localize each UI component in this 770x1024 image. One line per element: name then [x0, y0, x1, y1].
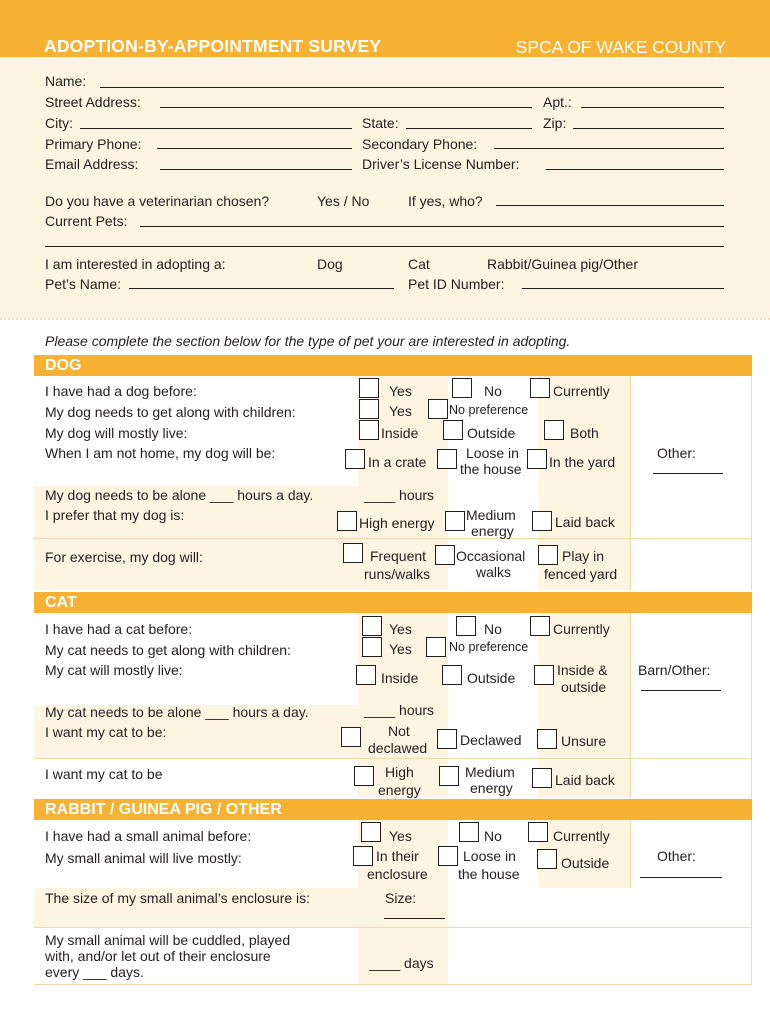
- small-had-no-label: No: [484, 828, 502, 844]
- cat-energy-medium-label-1: Medium: [465, 764, 515, 780]
- dog-exercise-occasional-label-2: walks: [476, 564, 512, 580]
- small-had-no-checkbox[interactable]: [459, 822, 479, 842]
- small-live-outside-label: Outside: [561, 855, 610, 871]
- dog-exercise-play-checkbox[interactable]: [538, 545, 558, 565]
- city-field[interactable]: [80, 128, 352, 129]
- pet-name-field[interactable]: [129, 288, 394, 289]
- small-q-size: The size of my small animal’s enclosure is:: [45, 890, 311, 906]
- dog-children-yes-label: Yes: [389, 403, 412, 419]
- dog-col-divider: [630, 376, 631, 590]
- state-field[interactable]: [406, 128, 532, 129]
- small-col-divider: [630, 820, 631, 888]
- dog-away-other-label: Other:: [657, 445, 696, 461]
- dog-had-yes-label: Yes: [389, 383, 412, 399]
- dog-exercise-occasional-label-1: Occasional: [456, 548, 526, 564]
- name-label: Name:: [45, 73, 87, 89]
- interested-other[interactable]: Rabbit/Guinea pig/Other: [487, 256, 638, 272]
- dog-away-other-field[interactable]: [653, 473, 723, 474]
- cat-want-declawed-label: Declawed: [460, 732, 522, 748]
- current-pets-field-2[interactable]: [45, 246, 724, 247]
- interested-dog[interactable]: Dog: [317, 256, 343, 272]
- cat-col-divider: [630, 613, 631, 798]
- cat-energy-medium-checkbox[interactable]: [439, 766, 459, 786]
- zip-field[interactable]: [573, 128, 724, 129]
- small-q-cuddle-1: My small animal will be cuddled, played: [45, 932, 291, 948]
- dog-had-no-label: No: [484, 383, 502, 399]
- dog-had-no-checkbox[interactable]: [452, 378, 472, 398]
- cat-q-alone: My cat needs to be alone ___ hours a day.: [45, 704, 309, 720]
- license-field[interactable]: [546, 169, 724, 170]
- cat-want-unsure-checkbox[interactable]: [537, 729, 557, 749]
- apt-label: Apt.:: [543, 94, 572, 110]
- cat-energy-medium-label-2: energy: [470, 780, 513, 796]
- contact-section-edge: [0, 316, 770, 320]
- current-pets-field[interactable]: [140, 226, 724, 227]
- dog-children-nopref-label: No preference: [449, 403, 529, 417]
- cat-children-yes-checkbox[interactable]: [362, 637, 382, 657]
- cat-q-children: My cat needs to get along with children:: [45, 642, 291, 658]
- cat-want-unsure-label: Unsure: [561, 733, 607, 749]
- apt-field[interactable]: [581, 107, 724, 108]
- dog-prefer-medium-label-2: energy: [471, 523, 514, 539]
- secondary-phone-label: Secondary Phone:: [362, 136, 478, 152]
- small-live-loose-label-1: Loose in: [463, 848, 516, 864]
- dog-prefer-medium-label-1: Medium: [466, 507, 516, 523]
- cat-children-nopref-label: No preference: [449, 640, 529, 654]
- dog-exercise-play-label-2: fenced yard: [544, 566, 618, 582]
- dog-away-loose-checkbox[interactable]: [437, 449, 457, 469]
- small-live-enclosure-label-1: In their: [376, 848, 419, 864]
- pet-id-label: Pet ID Number:: [408, 276, 505, 292]
- cat-had-yes-label: Yes: [389, 621, 412, 637]
- city-label: City:: [45, 115, 73, 131]
- dog-had-currently-label: Currently: [553, 383, 610, 399]
- dog-q-away: When I am not home, my dog will be:: [45, 445, 276, 461]
- cat-live-outside-checkbox[interactable]: [442, 665, 462, 685]
- dog-q-alone: My dog needs to be alone ___ hours a day.: [45, 487, 314, 503]
- secondary-phone-field[interactable]: [494, 148, 724, 149]
- cat-live-inout-checkbox[interactable]: [534, 665, 554, 685]
- vet-yes-no[interactable]: Yes / No: [317, 193, 370, 209]
- cat-q-had: I have had a cat before:: [45, 621, 193, 637]
- dog-section-heading: DOG: [34, 355, 752, 376]
- small-bottom-edge: [34, 984, 752, 985]
- cat-live-inout-label-2: outside: [561, 679, 607, 695]
- cat-q-want-energy: I want my cat to be: [45, 766, 163, 782]
- dog-hours-field[interactable]: ____ hours: [364, 487, 435, 503]
- small-live-enclosure-checkbox[interactable]: [353, 846, 373, 866]
- small-size-label: Size:: [385, 890, 417, 906]
- cat-hours-field[interactable]: ____ hours: [364, 702, 435, 718]
- dog-right-edge: [751, 376, 752, 590]
- dog-away-yard-checkbox[interactable]: [527, 449, 547, 469]
- small-live-loose-label-2: the house: [458, 866, 520, 882]
- dog-q-prefer: I prefer that my dog is:: [45, 507, 185, 523]
- cat-want-notdeclawed-label-2: declawed: [368, 740, 428, 756]
- email-label: Email Address:: [45, 156, 139, 172]
- dog-prefer-medium-checkbox[interactable]: [445, 511, 465, 531]
- zip-label: Zip:: [543, 115, 567, 131]
- street-label: Street Address:: [45, 94, 141, 110]
- vet-who-label: If yes, who?: [408, 193, 483, 209]
- small-q-live: My small animal will live mostly:: [45, 850, 242, 866]
- cat-live-barn-label: Barn/Other:: [638, 662, 711, 678]
- small-right-edge: [751, 820, 752, 984]
- dog-had-yes-checkbox[interactable]: [359, 378, 379, 398]
- form-title: ADOPTION-BY-APPOINTMENT SURVEY: [44, 36, 382, 56]
- dog-children-nopref-checkbox[interactable]: [428, 399, 448, 419]
- dog-away-loose-label-1: Loose in: [466, 445, 519, 461]
- small-had-yes-checkbox[interactable]: [361, 822, 381, 842]
- small-had-currently-checkbox[interactable]: [528, 822, 548, 842]
- dog-away-crate-checkbox[interactable]: [345, 449, 365, 469]
- primary-phone-label: Primary Phone:: [45, 136, 142, 152]
- dog-away-loose-label-2: the house: [460, 461, 522, 477]
- small-q-had: I have had a small animal before:: [45, 828, 252, 844]
- cat-had-currently-label: Currently: [553, 621, 610, 637]
- dog-exercise-frequent-label-2: runs/walks: [364, 566, 431, 582]
- dog-away-yard-label: In the yard: [549, 454, 616, 470]
- organization-name: SPCA OF WAKE COUNTY: [515, 37, 726, 57]
- cat-energy-high-label-2: energy: [378, 782, 421, 798]
- dog-q-live: My dog will mostly live:: [45, 425, 188, 441]
- small-animal-section-heading: RABBIT / GUINEA PIG / OTHER: [34, 799, 752, 820]
- dog-q-had: I have had a dog before:: [45, 383, 197, 399]
- cat-section-heading: CAT: [34, 592, 752, 613]
- cat-want-notdeclawed-label-1: Not: [388, 723, 410, 739]
- cat-want-declawed-checkbox[interactable]: [437, 729, 457, 749]
- current-pets-label: Current Pets:: [45, 213, 128, 229]
- primary-phone-field[interactable]: [157, 148, 352, 149]
- state-label: State:: [362, 115, 399, 131]
- pet-id-field[interactable]: [522, 288, 724, 289]
- cat-had-currently-checkbox[interactable]: [530, 616, 550, 636]
- cat-q-live: My cat will mostly live:: [45, 662, 183, 678]
- cat-q-want: I want my cat to be:: [45, 724, 167, 740]
- dog-live-both-checkbox[interactable]: [544, 420, 564, 440]
- email-field[interactable]: [160, 169, 352, 170]
- dog-exercise-frequent-label-1: Frequent: [370, 548, 427, 564]
- cat-energy-high-checkbox[interactable]: [354, 766, 374, 786]
- small-live-loose-checkbox[interactable]: [438, 846, 458, 866]
- dog-live-inside-label: Inside: [381, 425, 419, 441]
- dog-row-divider: [34, 538, 752, 539]
- cat-energy-laidback-checkbox[interactable]: [532, 768, 552, 788]
- small-had-currently-label: Currently: [553, 828, 610, 844]
- cat-right-edge: [751, 613, 752, 798]
- cat-live-inside-checkbox[interactable]: [356, 665, 376, 685]
- dog-live-both-label: Both: [570, 425, 599, 441]
- name-field[interactable]: [100, 87, 724, 88]
- cat-live-barn-field[interactable]: [641, 690, 721, 691]
- pet-name-label: Pet’s Name:: [45, 276, 121, 292]
- small-live-enclosure-label-2: enclosure: [367, 866, 428, 882]
- cat-children-nopref-checkbox[interactable]: [426, 637, 446, 657]
- interested-cat[interactable]: Cat: [408, 256, 430, 272]
- dog-exercise-play-label-1: Play in: [562, 548, 605, 564]
- small-live-other-field[interactable]: [640, 877, 722, 878]
- small-days-field[interactable]: ____ days: [369, 955, 434, 971]
- small-live-other-label: Other:: [657, 848, 696, 864]
- small-q-cuddle-3: every ___ days.: [45, 964, 144, 980]
- cat-energy-high-label-1: High: [385, 764, 414, 780]
- cat-row-divider: [34, 758, 752, 759]
- dog-exercise-frequent-checkbox[interactable]: [343, 543, 363, 563]
- dog-q-exercise: For exercise, my dog will:: [45, 549, 203, 565]
- dog-away-crate-label: In a crate: [368, 454, 427, 470]
- small-row-divider: [34, 927, 752, 928]
- cat-had-no-checkbox[interactable]: [456, 616, 476, 636]
- dog-q-children: My dog needs to get along with children:: [45, 404, 296, 420]
- dog-prefer-laidback-label: Laid back: [555, 514, 615, 530]
- dog-live-outside-label: Outside: [467, 425, 516, 441]
- vet-question: Do you have a veterinarian chosen?: [45, 193, 270, 209]
- interested-label: I am interested in adopting a:: [45, 256, 226, 272]
- license-label: Driver’s License Number:: [362, 156, 520, 172]
- dog-prefer-laidback-checkbox[interactable]: [532, 511, 552, 531]
- cat-live-inout-label-1: Inside &: [557, 662, 608, 678]
- dog-prefer-high-checkbox[interactable]: [337, 511, 357, 531]
- dog-live-outside-checkbox[interactable]: [443, 420, 463, 440]
- cat-live-inside-label: Inside: [381, 670, 419, 686]
- dog-live-inside-checkbox[interactable]: [359, 420, 379, 440]
- dog-had-currently-checkbox[interactable]: [530, 378, 550, 398]
- small-had-yes-label: Yes: [389, 828, 412, 844]
- small-q-cuddle-2: with, and/or let out of their enclosure: [45, 948, 271, 964]
- cat-had-no-label: No: [484, 621, 502, 637]
- cat-want-notdeclawed-checkbox[interactable]: [341, 727, 361, 747]
- instructions: Please complete the section below for the type of pet your are interested in adopting.: [45, 333, 571, 349]
- street-field[interactable]: [160, 107, 532, 108]
- cat-energy-laidback-label: Laid back: [555, 772, 615, 788]
- vet-who-field[interactable]: [496, 205, 724, 206]
- dog-prefer-high-label: High energy: [359, 515, 435, 531]
- cat-live-outside-label: Outside: [467, 670, 516, 686]
- dog-children-yes-checkbox[interactable]: [359, 399, 379, 419]
- small-size-field[interactable]: [384, 918, 445, 919]
- small-live-outside-checkbox[interactable]: [537, 849, 557, 869]
- cat-children-yes-label: Yes: [389, 641, 412, 657]
- cat-had-yes-checkbox[interactable]: [362, 616, 382, 636]
- dog-exercise-occasional-checkbox[interactable]: [435, 545, 455, 565]
